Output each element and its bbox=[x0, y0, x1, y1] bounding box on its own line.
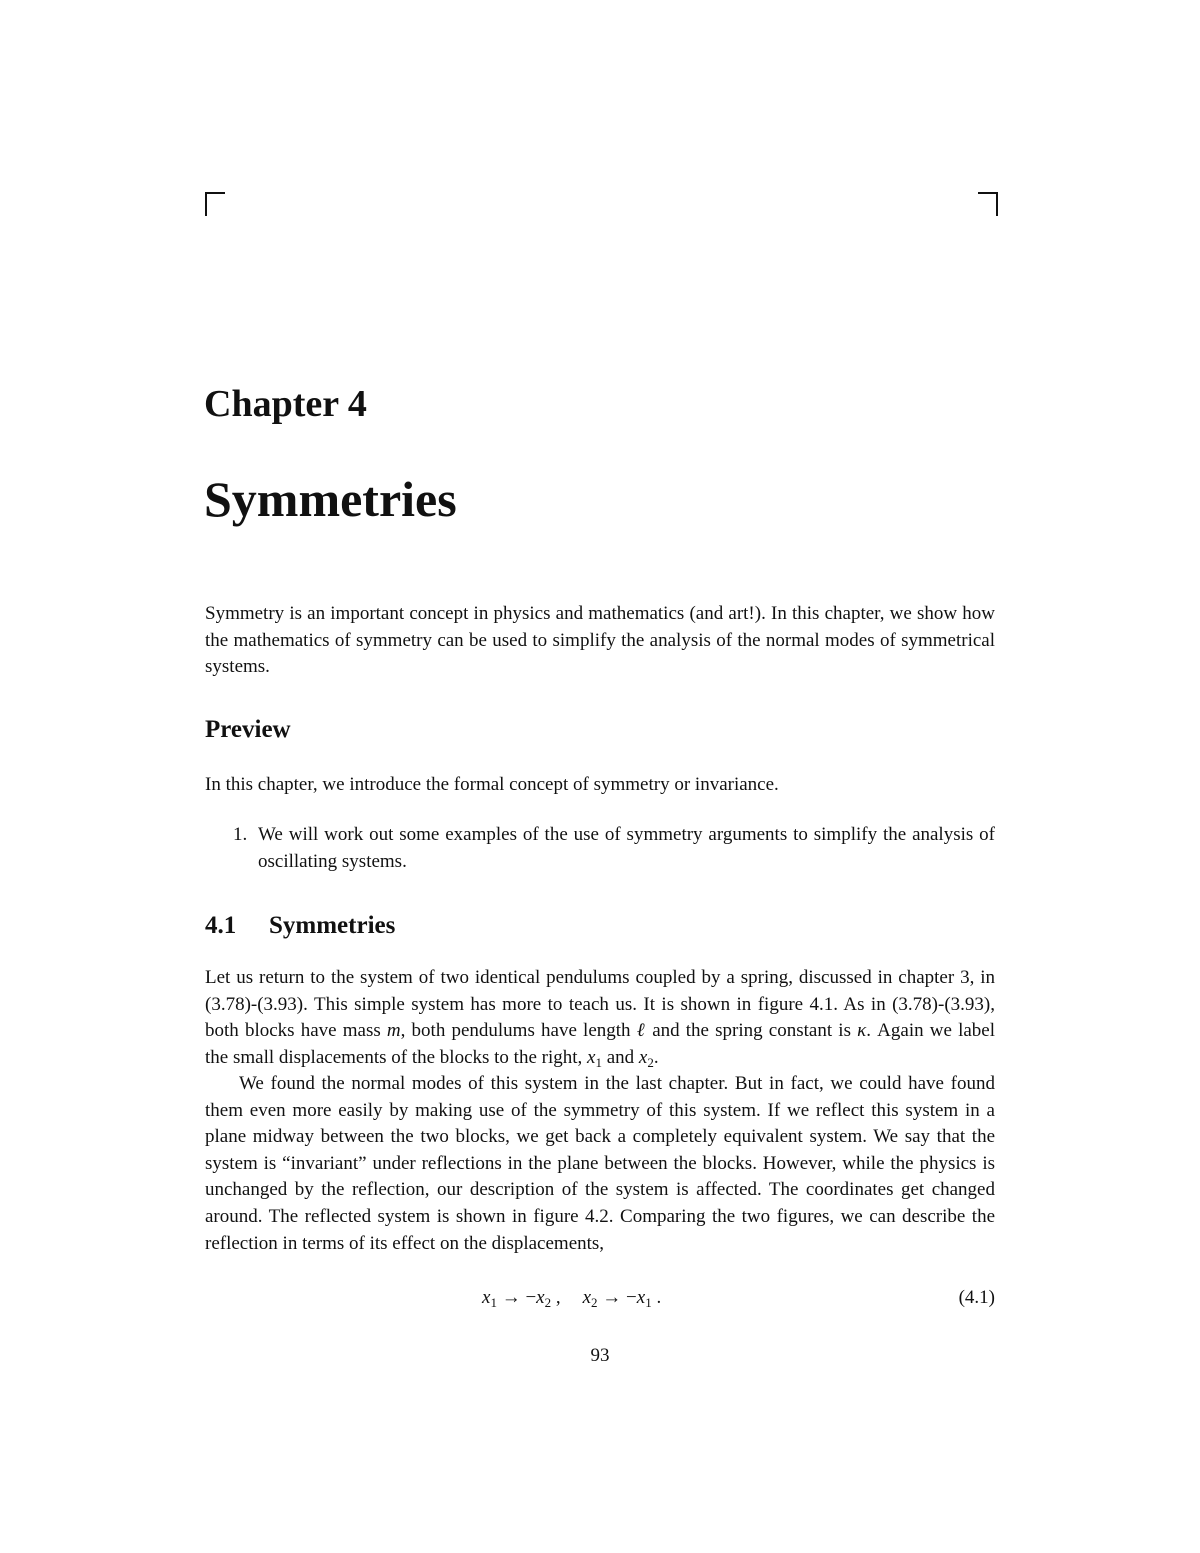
text-run: . bbox=[653, 1046, 659, 1068]
equation-number: (4.1) bbox=[958, 1287, 995, 1308]
equation-4-1 bbox=[205, 1287, 995, 1315]
list-item bbox=[205, 822, 995, 875]
intro-paragraph: Symmetry is an important concept in physics and mathematics (and art!). In this chapter, we show how the mathematics of symmetry can be used to simplify the analysis of the normal modes of symmetrical systems. bbox=[205, 603, 995, 678]
math-subscript: 2 bbox=[591, 1295, 598, 1310]
section-heading bbox=[205, 912, 395, 940]
math-symbol-x: x bbox=[587, 1046, 596, 1068]
chapter-label: Chapter 4 bbox=[204, 383, 367, 425]
math-operator: → − bbox=[597, 1287, 637, 1308]
math-symbol-x: x bbox=[636, 1287, 646, 1308]
text-run: and the spring constant is bbox=[646, 1020, 858, 1042]
math-symbol-x: x bbox=[482, 1287, 491, 1308]
math-subscript: 2 bbox=[544, 1295, 552, 1310]
section-number: 4.1 bbox=[205, 912, 237, 939]
text-run: Let us return to the system of two identical pendulums coupled by a spring, discussed in chapter 3, in (3.78)-(3.93). This simple system has more to teach us. It is shown in figure 4.1. As in (3.78)-(3.93), both blocks have mass bbox=[205, 967, 995, 1042]
section-title: Symmetries bbox=[269, 912, 396, 939]
math-symbol-x: x bbox=[536, 1287, 545, 1308]
list-item-number: 1. bbox=[233, 824, 248, 845]
text-run: , both pendulums have length bbox=[400, 1020, 637, 1042]
equation-body bbox=[482, 1287, 661, 1311]
math-punctuation: , bbox=[551, 1287, 561, 1308]
math-symbol-m: m bbox=[386, 1020, 401, 1042]
math-operator: → − bbox=[496, 1287, 537, 1308]
math-subscript: 1 bbox=[645, 1295, 652, 1310]
section-paragraph-1 bbox=[205, 965, 995, 1076]
preview-heading: Preview bbox=[205, 716, 291, 743]
math-symbol-x: x bbox=[582, 1287, 592, 1308]
list-item-text: We will work out some examples of the use of symmetry arguments to simplify the analysis of oscillating systems. bbox=[258, 824, 995, 872]
chapter-title: Symmetries bbox=[204, 471, 457, 527]
section-paragraph-2: We found the normal modes of this system in the last chapter. But in fact, we could have found them even more easily by making use of the symmetry of this system. If we reflect this system in a plane midway between the two blocks, we get back a completely equivalent system. We say that the system is “invariant” under reflections in the plane between the blocks. However, while the physics is unchanged by the reflection, our description of the system is affected. The coordinates get changed around. The reflected system is shown in figure 4.2. Comparing the two figures, we can describe the reflection in terms of its effect on the displacements, bbox=[205, 1073, 995, 1254]
math-subscript: 1 bbox=[595, 1054, 602, 1070]
math-symbol-kappa: κ bbox=[857, 1020, 867, 1042]
math-symbol-ell: ℓ bbox=[636, 1020, 647, 1042]
math-subscript: 1 bbox=[490, 1295, 497, 1310]
page-number: 93 bbox=[590, 1345, 610, 1366]
crop-mark-top-right bbox=[978, 192, 998, 216]
preview-list bbox=[205, 822, 995, 875]
math-subscript: 2 bbox=[647, 1054, 654, 1070]
text-run: . Again we label the small displacements of the blocks to the right, bbox=[205, 1020, 995, 1068]
crop-mark-top-left bbox=[205, 192, 225, 216]
text-run: and bbox=[601, 1046, 639, 1068]
preview-paragraph: In this chapter, we introduce the formal concept of symmetry or invariance. bbox=[205, 774, 779, 795]
math-punctuation: . bbox=[651, 1287, 662, 1308]
math-symbol-x: x bbox=[638, 1046, 648, 1068]
